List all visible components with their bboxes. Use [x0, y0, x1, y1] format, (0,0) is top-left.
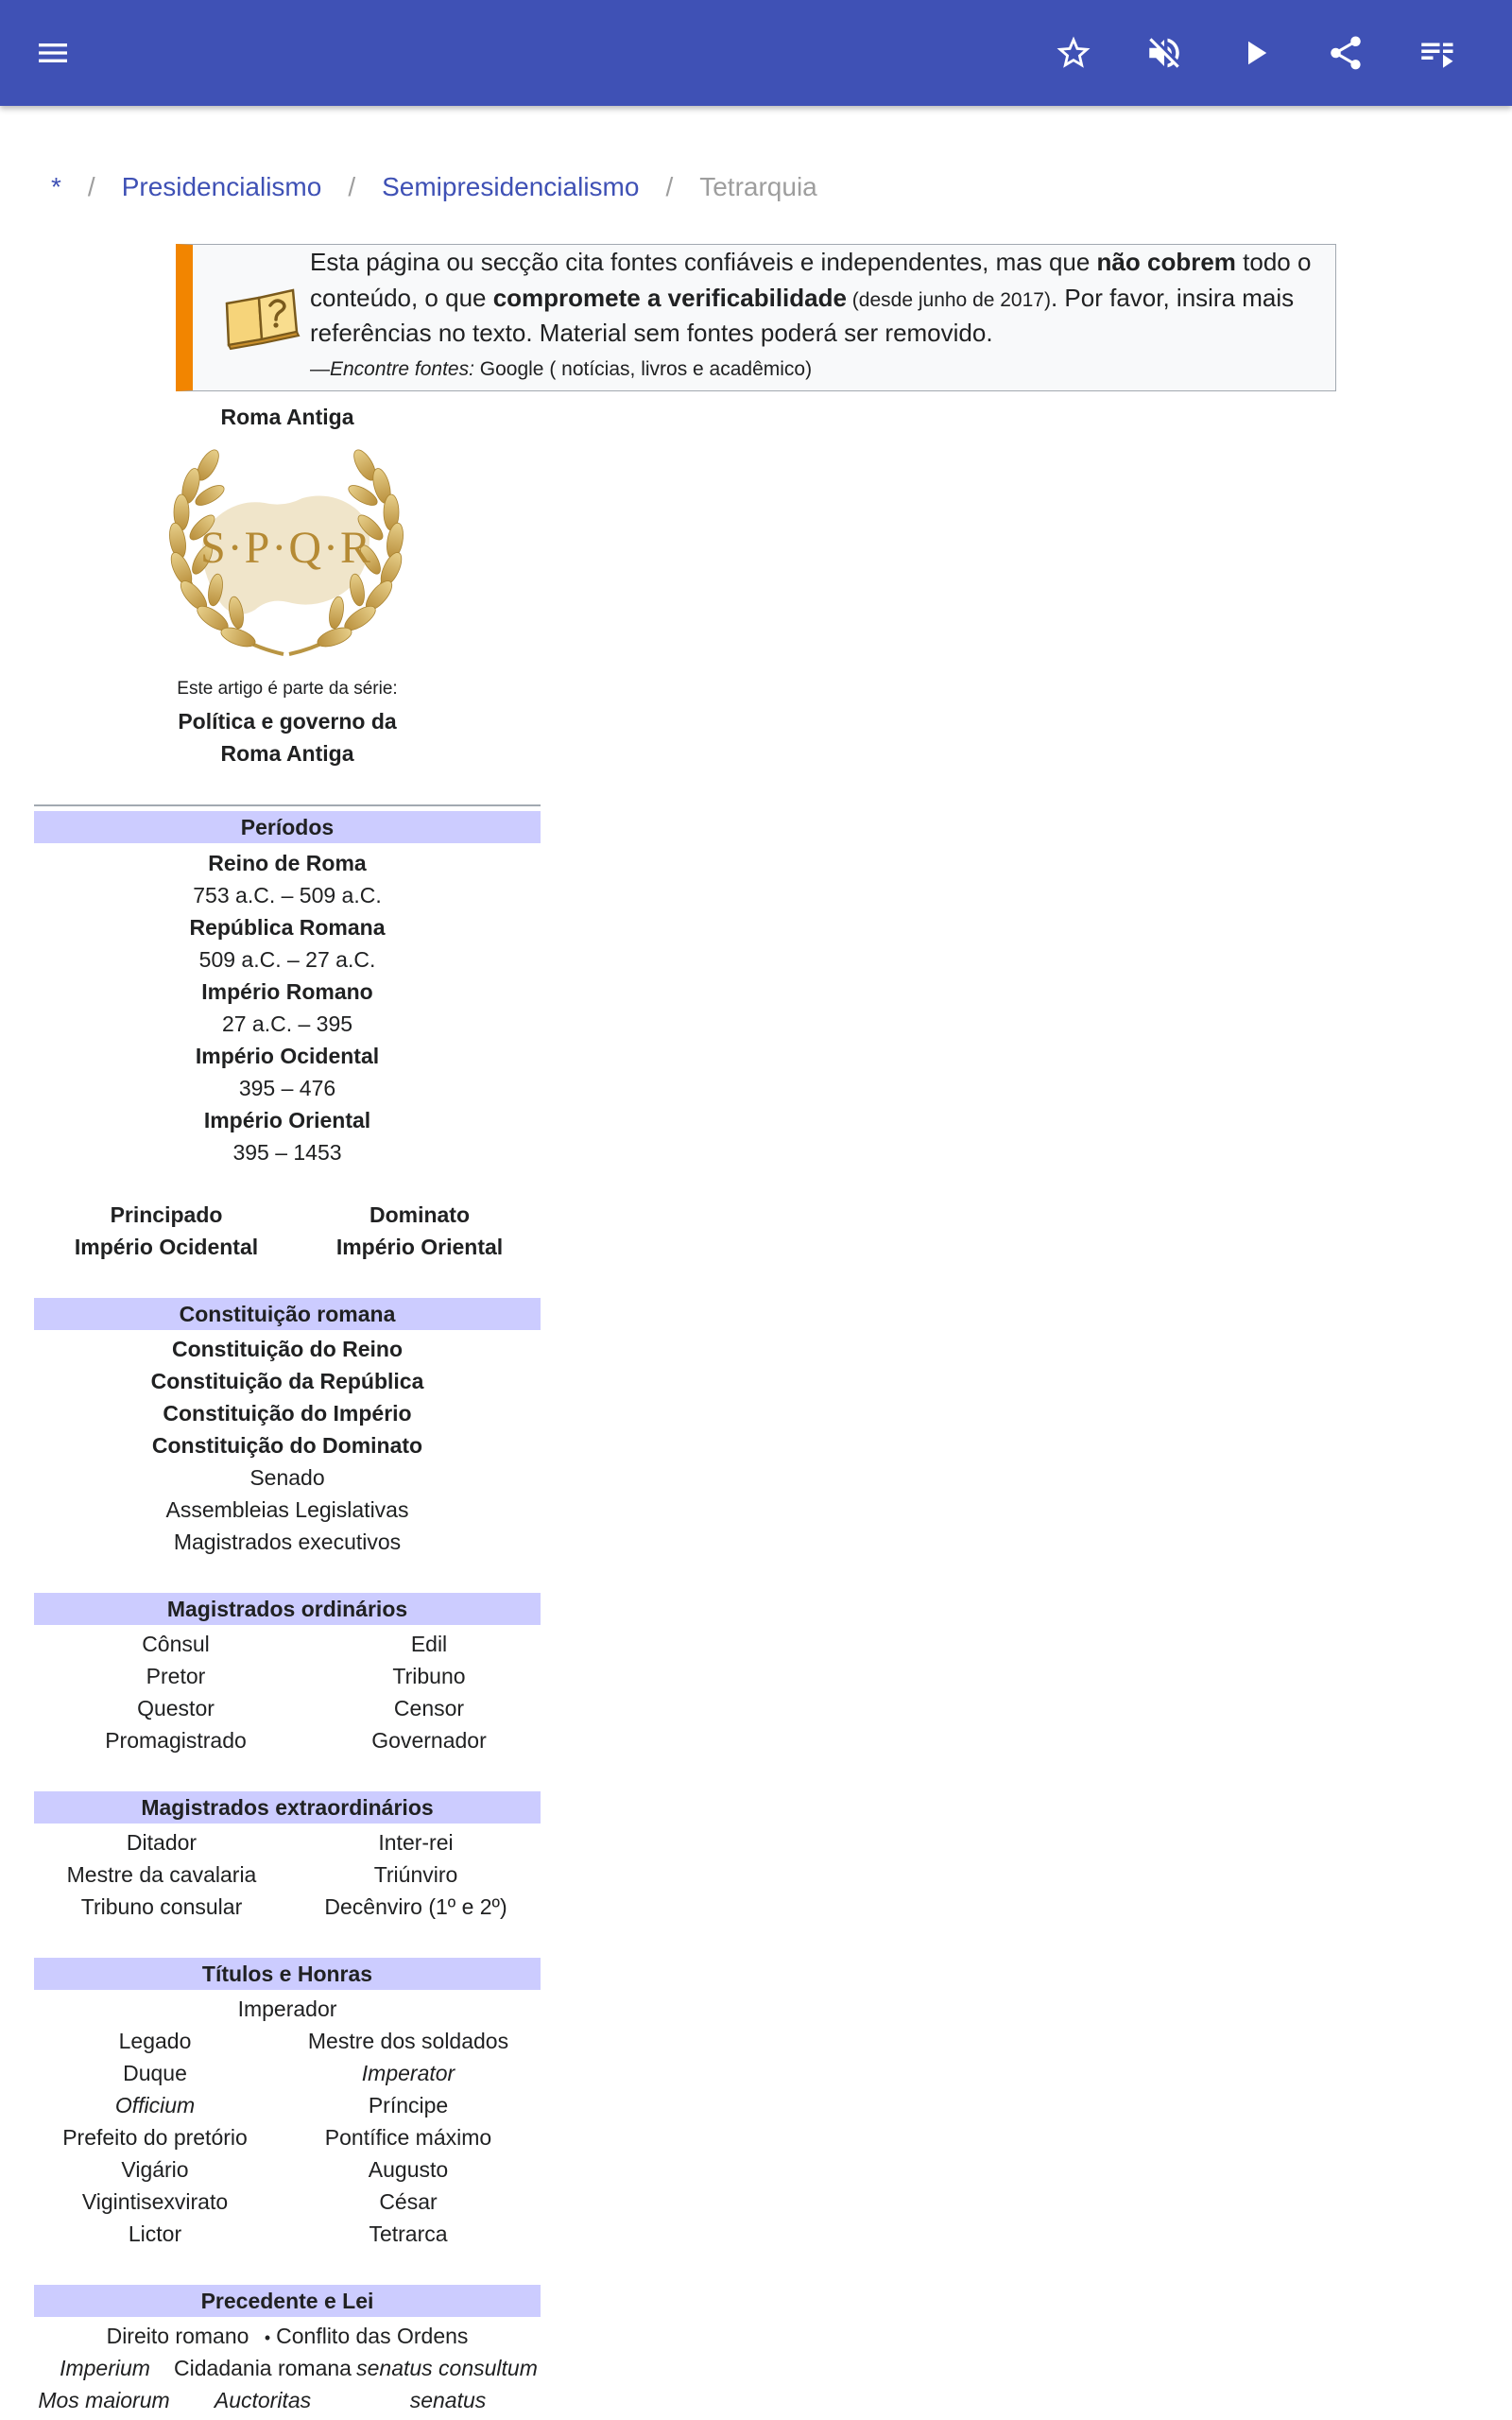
period-dates: 753 a.C. – 509 a.C.	[193, 883, 382, 908]
period-sub-link[interactable]: Império Oriental	[335, 1235, 504, 1259]
period-name[interactable]: República Romana	[189, 915, 386, 940]
section-header-ordinary-magistrates: Magistrados ordinários	[34, 1593, 541, 1625]
find-sources-links[interactable]: Google ( notícias, livros e acadêmico)	[473, 358, 813, 380]
infobox-divider	[34, 804, 541, 806]
constitution-link[interactable]: Assembleias Legislativas	[165, 1497, 409, 1522]
magistrate-link[interactable]: Cônsul	[142, 1632, 210, 1656]
constitution-link[interactable]: Constituição do Dominato	[151, 1433, 423, 1458]
law-link[interactable]: Direito romano	[106, 2324, 249, 2348]
series-title-line[interactable]: Política e governo da	[178, 709, 397, 734]
menu-icon[interactable]	[26, 26, 79, 79]
seal-text: S·P·Q·R	[199, 523, 373, 573]
period-sub-link[interactable]: Dominato	[369, 1202, 471, 1227]
law-row	[34, 2320, 541, 2352]
series-title-line[interactable]: Roma Antiga	[220, 741, 354, 766]
title-link[interactable]: Imperador	[237, 1996, 337, 2021]
breadcrumb-current: Tetrarquia	[699, 172, 817, 201]
magistrate-link[interactable]: Inter-rei	[378, 1830, 454, 1855]
notice-text-part: . Por favor, insira mais	[1050, 284, 1295, 312]
title-link[interactable]: Tetrarca	[369, 2221, 448, 2246]
section-header-titles: Títulos e Honras	[34, 1958, 541, 1990]
period-name[interactable]: Império Ocidental	[195, 1044, 380, 1068]
title-link[interactable]: Legado	[118, 2029, 192, 2053]
magistrate-link[interactable]: Mestre da cavalaria	[66, 1862, 257, 1887]
constitution-link[interactable]: Constituição da República	[150, 1369, 424, 1393]
notice-link-nao-cobrem[interactable]: não cobrem	[1096, 248, 1236, 276]
magistrate-link[interactable]: Questor	[137, 1696, 215, 1720]
title-link[interactable]: Prefeito do pretório	[62, 2125, 248, 2150]
period-name[interactable]: Reino de Roma	[208, 851, 367, 875]
breadcrumb-root[interactable]: *	[51, 172, 61, 201]
bullet-separator: •	[264, 2328, 271, 2347]
title-link[interactable]: Duque	[123, 2061, 187, 2085]
sources-notice	[176, 244, 1336, 391]
series-intro: Este artigo é parte da série:	[177, 679, 398, 699]
breadcrumb-item-semipresidencialismo[interactable]: Semipresidencialismo	[382, 172, 640, 201]
magistrate-link[interactable]: Tribuno	[392, 1664, 466, 1688]
magistrate-link[interactable]: Pretor	[146, 1664, 206, 1688]
breadcrumb-separator: /	[87, 172, 95, 201]
notice-text-part: Esta página ou secção cita fontes confiáveis e independentes, mas que	[310, 248, 1097, 276]
title-link[interactable]: Officium	[114, 2093, 196, 2118]
title-link[interactable]: Augusto	[368, 2157, 449, 2182]
period-name[interactable]: Império Romano	[201, 979, 373, 1004]
magistrate-link[interactable]: Ditador	[126, 1830, 198, 1855]
star-icon[interactable]	[1047, 26, 1100, 79]
magistrate-link[interactable]: Promagistrado	[105, 1728, 247, 1753]
share-icon[interactable]	[1319, 26, 1372, 79]
magistrate-link[interactable]: Governador	[371, 1728, 487, 1753]
law-link[interactable]: Auctoritas	[214, 2388, 312, 2412]
breadcrumb-item-presidencialismo[interactable]: Presidencialismo	[121, 172, 322, 201]
notice-dash: —	[310, 358, 330, 380]
notice-text-part: conteúdo, o que	[310, 284, 493, 312]
law-link[interactable]: Imperium	[60, 2356, 150, 2380]
law-link[interactable]: senatus consultum	[356, 2356, 538, 2380]
notice-text-part: todo o	[1235, 248, 1312, 276]
book-question-icon	[221, 283, 302, 351]
constitution-link[interactable]: Magistrados executivos	[173, 1530, 402, 1554]
title-link[interactable]: Príncipe	[368, 2093, 449, 2118]
period-dates: 395 – 1453	[232, 1140, 342, 1165]
period-dates: 27 a.C. – 395	[221, 1011, 353, 1036]
law-link[interactable]: senatus	[409, 2388, 487, 2412]
period-name[interactable]: Império Oriental	[203, 1108, 371, 1132]
notice-link-verificabilidade[interactable]: compromete a verificabilidade	[492, 284, 847, 312]
mute-icon[interactable]	[1138, 26, 1191, 79]
law-link[interactable]: Conflito das Ordens	[276, 2324, 469, 2348]
magistrate-link[interactable]: Censor	[393, 1696, 465, 1720]
section-header-periods: Períodos	[34, 811, 541, 843]
title-link[interactable]: Pontífice máximo	[324, 2125, 492, 2150]
infobox-title: Roma Antiga	[220, 405, 354, 429]
law-link[interactable]: Cidadania romana	[174, 2356, 352, 2380]
magistrate-link[interactable]: Triúnviro	[373, 1862, 458, 1887]
title-link[interactable]: Vigário	[121, 2157, 189, 2182]
law-link[interactable]: Mos maiorum	[38, 2388, 170, 2412]
period-dates: 395 – 476	[238, 1076, 336, 1100]
magistrate-link[interactable]: Edil	[410, 1632, 448, 1656]
notice-text-part: referências no texto. Material sem fontes poderá ser removido.	[310, 319, 993, 347]
section-header-extraordinary-magistrates: Magistrados extraordinários	[34, 1791, 541, 1824]
series-title[interactable]	[34, 705, 541, 769]
notice-date: (desde junho de 2017)	[846, 289, 1051, 311]
title-link[interactable]: Vigintisexvirato	[81, 2189, 229, 2214]
play-icon[interactable]	[1228, 26, 1281, 79]
spqr-laurel-image	[142, 437, 431, 669]
constitution-link[interactable]: Constituição do Reino	[171, 1337, 404, 1361]
magistrate-link[interactable]: Decênviro (1º e 2º)	[324, 1894, 507, 1919]
title-link[interactable]: Imperator	[361, 2061, 455, 2085]
section-header-constitution: Constituição romana	[34, 1298, 541, 1330]
title-link[interactable]: Mestre dos soldados	[307, 2029, 509, 2053]
period-sub-link[interactable]: Principado	[110, 1202, 223, 1227]
title-link[interactable]: Lictor	[128, 2221, 182, 2246]
breadcrumb-separator: /	[665, 172, 674, 201]
breadcrumb	[51, 168, 817, 206]
magistrate-link[interactable]: Tribuno consular	[80, 1894, 243, 1919]
period-sub-link[interactable]: Império Ocidental	[74, 1235, 259, 1259]
breadcrumb-separator: /	[348, 172, 356, 201]
find-sources-label: Encontre fontes:	[330, 358, 474, 380]
playlist-icon[interactable]	[1410, 26, 1463, 79]
period-dates: 509 a.C. – 27 a.C.	[198, 947, 376, 972]
app-bar	[0, 0, 1512, 106]
section-header-law: Precedente e Lei	[34, 2285, 541, 2317]
title-link[interactable]: César	[379, 2189, 438, 2214]
constitution-link[interactable]: Senado	[249, 1465, 325, 1490]
constitution-link[interactable]: Constituição do Império	[163, 1401, 412, 1426]
